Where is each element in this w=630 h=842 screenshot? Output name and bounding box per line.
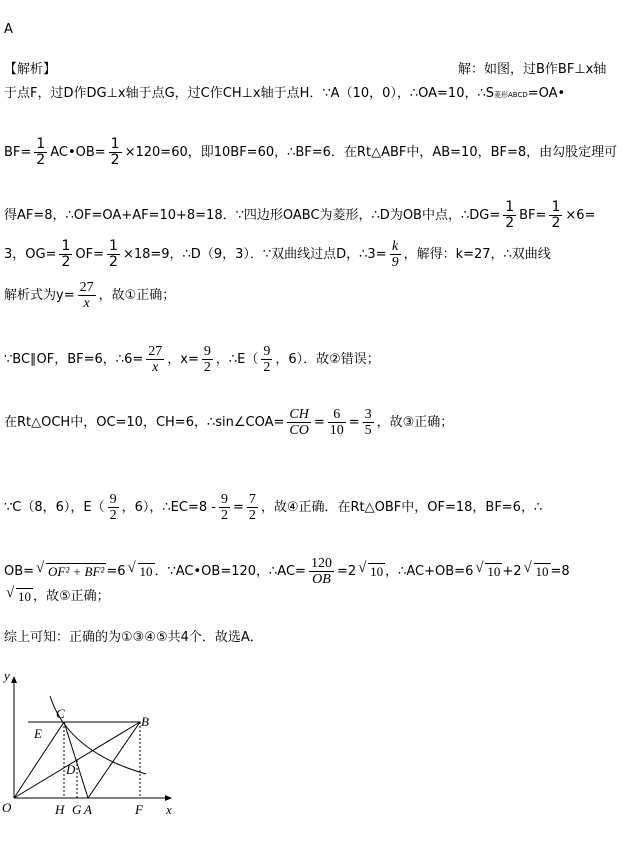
line-1: 于点F，过D作DG⊥x轴于点G，过C作CH⊥x轴于点H．∵A（10，0），∴OA=10，∴S菱形ABCD=OA• xyxy=(4,86,566,101)
label-d: D xyxy=(66,762,76,777)
line-9: OB= √ OF² + BF² =6 √ 10 ．∵AC•OB=120，∴AC= $\frac{120}{OB}$ =2 √ 10 ，∴AC+OB=6 √ 10 +2 √ 10 =8 xyxy=(4,556,570,587)
label-f: F xyxy=(135,802,143,817)
line-8: ∵C（8，6），E（ $\frac{9}{2}$ ，6），∴EC=8 - $\frac{9}{2}$ = $\frac{7}{2}$ ，故④正确．在Rt△OBF中，OF=18，BF=6，∴ xyxy=(4,492,543,523)
line-7: 在Rt△OCH中，OC=10，CH=6，∴sin∠COA= $\frac{CH}{CO}$ = $\frac{6}{10}$ = $\frac{3}{5}$ ，故③正确； xyxy=(4,407,454,438)
label-a: A xyxy=(84,802,92,817)
label-e: E xyxy=(34,726,42,741)
label-c: C xyxy=(56,706,65,721)
line-2: BF= $\frac{1}{2}$ AC•OB= $\frac{1}{2}$ ×120=60，即10BF=60，∴BF=6．在Rt△ABF中，AB=10，BF=8，由勾股定理可 xyxy=(4,136,618,168)
label-o: O xyxy=(2,800,12,815)
line-6: ∵BC∥OF，BF=6，∴6= $\frac{27}{x}$ ，x= $\frac{9}{2}$ ，∴E（ $\frac{9}{2}$ ，6）．故②错误； xyxy=(4,344,380,375)
y-axis-arrow xyxy=(11,676,17,683)
answer-label: A xyxy=(4,22,13,37)
x-axis-arrow xyxy=(165,795,172,801)
label-y: y xyxy=(4,668,10,683)
label-h: H xyxy=(55,802,65,817)
label-x: x xyxy=(166,802,172,817)
conclusion: 综上可知：正确的为①③④⑤共4个．故选A． xyxy=(4,630,263,645)
geometry-figure xyxy=(0,666,200,826)
analysis-header: 【解析】 xyxy=(4,62,57,77)
line-4: 3，OG= $\frac{1}{2}$ OF= $\frac{1}{2}$ ×18=9，∴D（9，3）．∵双曲线过点D，∴3= $\frac{k}{9}$ ，解得：k=27，∴双曲线 xyxy=(4,238,551,270)
solution-intro: 解：如图，过B作BF⊥x轴 xyxy=(458,62,607,77)
label-g: G xyxy=(72,802,82,817)
line-10: √ 10 ，故⑤正确； xyxy=(6,585,110,604)
line-3: 得AF=8，∴OF=OA+AF=10+8=18．∵四边形OABC为菱形，∴D为OB中点，∴DG= $\frac{1}{2}$ BF= $\frac{1}{2}$ ×6= xyxy=(4,199,596,231)
diagonal-ac xyxy=(64,722,88,798)
line-5: 解析式为y= $\frac{27}{x}$ ，故①正确； xyxy=(4,280,176,311)
label-b: B xyxy=(141,714,149,729)
